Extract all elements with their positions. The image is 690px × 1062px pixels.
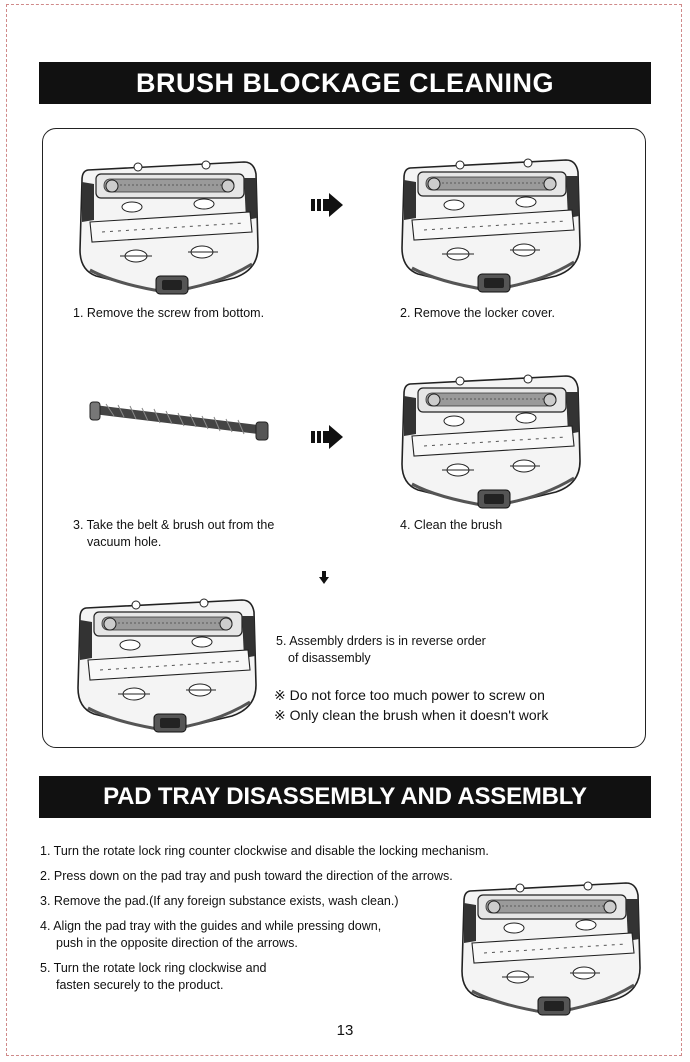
step5-caption: 5. Assembly drders is in reverse order of disassembly (276, 634, 486, 665)
list-item: 1. Turn the rotate lock ring counter clockwise and disable the locking mechanism. (40, 844, 489, 858)
caution-note: ※ Do not force too much power to screw on (274, 687, 545, 703)
down-arrow-icon (319, 571, 329, 585)
caution-notes (274, 685, 548, 725)
step4-caption: 4. Clean the brush (400, 518, 503, 532)
step2-caption: 2. Remove the locker cover. (400, 306, 555, 320)
robot-locker-cover-illustration (398, 150, 584, 296)
pad-tray-steps (40, 843, 489, 1002)
step3-caption: 3. Take the belt & brush out from the vacuum hole. (73, 518, 275, 549)
robot-reassembled-illustration (74, 590, 260, 736)
page-number: 13 (336, 1022, 354, 1039)
right-arrow-icon (311, 193, 345, 217)
section-title-pad-tray: PAD TRAY DISASSEMBLY AND ASSEMBLY INSTRUCTIONS (39, 776, 651, 818)
robot-clean-brush-illustration (398, 366, 584, 512)
robot-bottom-screw-illustration (76, 152, 262, 298)
robot-pad-tray-illustration (458, 873, 644, 1019)
list-item: 2. Press down on the pad tray and push toward the direction of the arrows. (40, 869, 453, 883)
list-item: 3. Remove the pad.(If any foreign substance exists, wash clean.) (40, 894, 399, 908)
caution-note: ※ Only clean the brush when it doesn't work (274, 707, 549, 723)
section-title-brush-blockage: BRUSH BLOCKAGE CLEANING (39, 62, 651, 104)
right-arrow-icon (311, 425, 345, 449)
brush-illustration (84, 396, 276, 446)
list-item: 4. Align the pad tray with the guides and while pressing down, push in the opposite direction of the arrows. (40, 919, 382, 950)
step1-caption: 1. Remove the screw from bottom. (73, 306, 265, 320)
list-item: 5. Turn the rotate lock ring clockwise and fasten securely to the product. (40, 961, 267, 992)
